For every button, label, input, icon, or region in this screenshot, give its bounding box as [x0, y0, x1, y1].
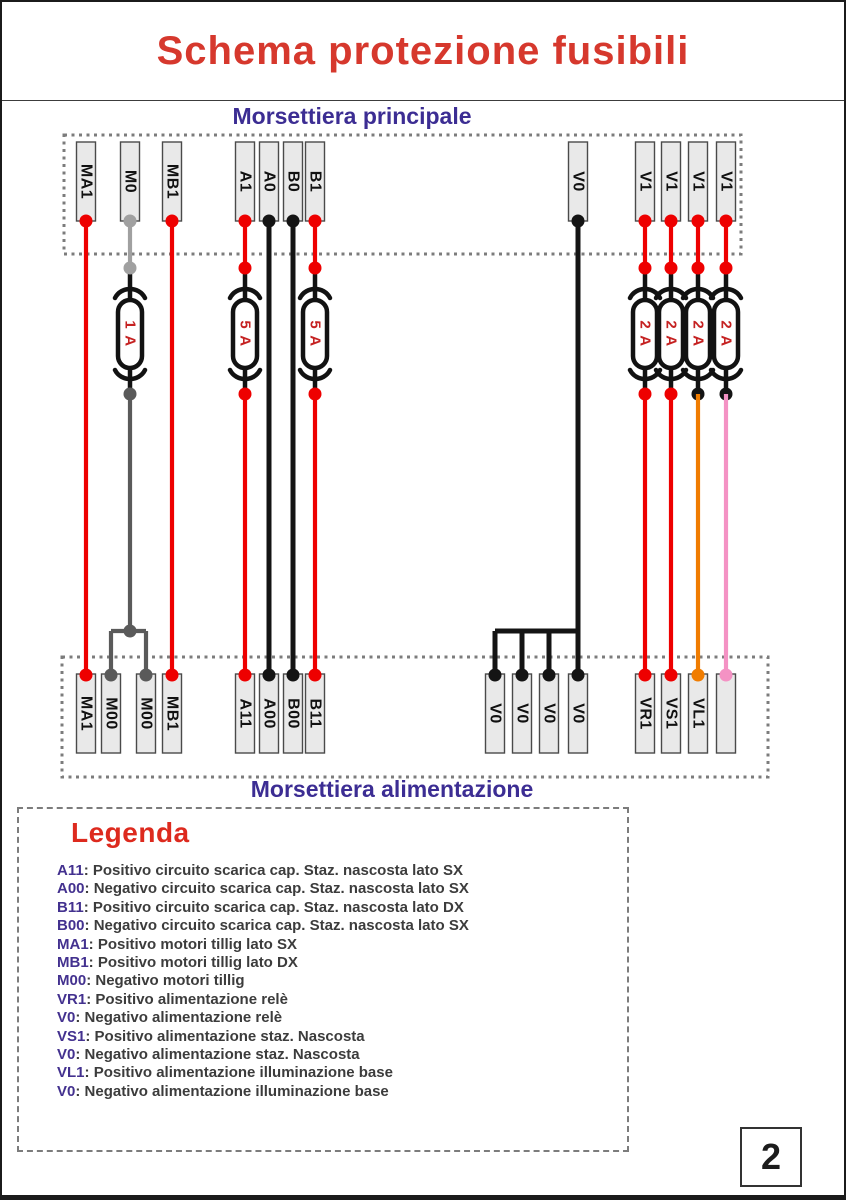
legend-entry-key: V0: [57, 1046, 76, 1064]
terminal-label: M00: [102, 697, 120, 730]
bottom-terminal-V0: [569, 674, 588, 753]
terminal-label: V0: [486, 703, 504, 724]
terminal-label: M0: [121, 169, 139, 194]
legend-entry-desc: Positivo motori tillig lato DX: [97, 954, 298, 972]
terminal-label: VR1: [636, 697, 654, 730]
terminal-label: MA1: [77, 695, 95, 732]
wire-B0-B00: [287, 215, 300, 682]
terminal-label: MB1: [163, 163, 181, 200]
legend-entry: MA1: Positivo motori tillig lato SX: [57, 935, 298, 953]
wire-M0-M00: [105, 215, 153, 682]
terminal-label: V1: [636, 171, 654, 192]
bottom-terminal-blank: [717, 674, 736, 753]
fuse-rating-label: 1 A: [121, 320, 139, 348]
legend-entry-key: VL1: [57, 1064, 85, 1082]
legend-entry-desc: Positivo circuito scarica cap. Staz. nascosta lato SX: [92, 862, 464, 879]
legend-entry-key: B11: [57, 898, 84, 916]
bottom-terminal-A11: [236, 674, 255, 753]
page-number: 2: [740, 1127, 802, 1187]
terminal-label: V0: [540, 703, 558, 724]
legend-entry-desc: Positivo alimentazione illuminazione base: [93, 1064, 393, 1082]
top-terminal-B0: [284, 142, 303, 221]
legend-entry-key: A00: [57, 880, 85, 898]
legend-entry-key: VS1: [57, 1027, 86, 1045]
terminal-label: V1: [717, 171, 735, 192]
top-terminal-V1: [662, 142, 681, 221]
top-terminal-MA1: [77, 142, 96, 221]
top-terminal-M0: [121, 142, 140, 221]
wire-A1-A11: [230, 215, 260, 682]
legend-entry-key: A11: [57, 862, 84, 879]
terminal-label: B0: [284, 170, 302, 193]
bottom-terminal-A00: [260, 674, 279, 753]
bottom-terminal-VR1: [636, 674, 655, 753]
legend-entry: B00: Negativo circuito scarica cap. Staz. nascosta lato SX: [57, 917, 469, 935]
top-terminal-A1: [236, 142, 255, 221]
legend-entry: V0: Negativo alimentazione staz. Nascosta: [57, 1046, 360, 1064]
top-terminal-V1: [717, 142, 736, 221]
terminal-label: V0: [569, 703, 587, 724]
terminal-label: V0: [513, 703, 531, 724]
legend-entry: MB1: Positivo motori tillig lato DX: [57, 954, 298, 972]
top-terminal-MB1: [163, 142, 182, 221]
wire-B1-B11: [300, 215, 330, 682]
bottom-terminal-V0: [486, 674, 505, 753]
legend-entry: VR1: Positivo alimentazione relè: [57, 990, 288, 1008]
wire-A0-A00: [263, 215, 276, 682]
legend-entry-key: V0: [57, 1009, 76, 1027]
top-box-label: Morsettiera principale: [232, 103, 472, 129]
bottom-box-label: Morsettiera alimentazione: [250, 776, 534, 802]
fuse-rating-label: 5 A: [306, 320, 324, 348]
legend-entry-desc: Negativo alimentazione staz. Nascosta: [84, 1046, 360, 1064]
terminal-label: V0: [569, 171, 587, 192]
wire-V1-VR1: [630, 215, 660, 682]
terminal-label: A1: [236, 170, 254, 193]
bottom-terminal-V0: [513, 674, 532, 753]
wire-V1-base: [711, 215, 741, 682]
terminal-label: V1: [662, 171, 680, 192]
legend-entry-desc: Negativo motori tillig: [95, 972, 245, 990]
legend-entry-desc: Negativo alimentazione illuminazione base: [84, 1082, 389, 1100]
title-band: [2, 2, 844, 101]
fuse-rating-label: 2 A: [662, 320, 680, 348]
bottom-terminal-M00: [137, 674, 156, 753]
bottom-terminal-MA1: [77, 674, 96, 753]
legend-entries: [57, 862, 469, 1101]
wire-MB1: [166, 215, 179, 682]
bottom-terminal-M00: [102, 674, 121, 753]
bottom-terminal-B00: [284, 674, 303, 753]
legend-entry-key: MA1: [57, 935, 89, 953]
legend-box: [17, 807, 629, 1152]
terminal-label: MA1: [77, 163, 95, 200]
legend-entry-desc: Positivo alimentazione staz. Nascosta: [94, 1027, 365, 1045]
legend-entry-key: MB1: [57, 954, 89, 972]
top-terminal-A0: [260, 142, 279, 221]
legend-entry-key: VR1: [57, 990, 87, 1008]
legend-entry-desc: Negativo alimentazione relè: [84, 1009, 283, 1027]
terminal-label: A11: [236, 698, 254, 729]
legend-entry: A11: Positivo circuito scarica cap. Staz. nascosta lato SX: [57, 862, 464, 879]
legend-entry: M00: Negativo motori tillig: [57, 972, 245, 990]
terminal-label: B1: [306, 170, 324, 193]
bottom-terminal-V0: [540, 674, 559, 753]
wire-V1-VS1: [656, 215, 686, 682]
fuse-rating-label: 5 A: [236, 320, 254, 348]
legend-entry-desc: Positivo circuito scarica cap. Staz. nascosta lato DX: [92, 898, 464, 916]
fuse-rating-label: 2 A: [636, 320, 654, 348]
fuse-rating-label: 2 A: [689, 320, 707, 348]
legend-entry-key: M00: [57, 972, 87, 990]
bottom-terminal-VL1: [689, 674, 708, 753]
bottom-terminal-B11: [306, 674, 325, 753]
legend-entry: A00: Negativo circuito scarica cap. Staz. nascosta lato SX: [57, 880, 469, 898]
terminal-label: M00: [137, 697, 155, 730]
terminal-label: VL1: [689, 698, 707, 729]
fuse-rating-label: 2 A: [717, 320, 735, 348]
wire-V0: [489, 215, 585, 682]
legend-entry-key: V0: [57, 1082, 76, 1100]
wire-V1-VL1: [683, 215, 713, 682]
legend-entry-desc: Positivo motori tillig lato SX: [97, 935, 298, 953]
terminal-label: B00: [284, 698, 302, 729]
terminal-label: A0: [260, 170, 278, 193]
legend-entry-desc: Negativo circuito scarica cap. Staz. nascosta lato SX: [93, 880, 469, 898]
legend-entry-desc: Negativo circuito scarica cap. Staz. nascosta lato SX: [93, 917, 469, 935]
legend-entry: VL1: Positivo alimentazione illuminazione base: [57, 1064, 393, 1082]
terminal-label: MB1: [163, 695, 181, 732]
top-terminal-V1: [636, 142, 655, 221]
terminal-label: V1: [689, 171, 707, 192]
page-title: Schema protezione fusibili: [156, 28, 690, 73]
top-terminal-V0: [569, 142, 588, 221]
legend-entry: B11: Positivo circuito scarica cap. Staz. nascosta lato DX: [57, 898, 464, 916]
bottom-terminal-VS1: [662, 674, 681, 753]
wire-MA1: [80, 215, 93, 682]
legend-entry: V0: Negativo alimentazione relè: [57, 1009, 283, 1027]
bottom-terminal-MB1: [163, 674, 182, 753]
top-terminal-B1: [306, 142, 325, 221]
legend-entry-desc: Positivo alimentazione relè: [95, 990, 288, 1008]
legend-entry-key: B00: [57, 917, 85, 935]
legend-entry: VS1: Positivo alimentazione staz. Nascosta: [57, 1027, 365, 1045]
terminal-label: VS1: [662, 697, 680, 730]
terminal-label: A00: [260, 698, 278, 729]
terminal-label: B11: [306, 698, 324, 729]
top-terminal-V1: [689, 142, 708, 221]
legend-title: Legenda: [71, 817, 190, 848]
legend-entry: V0: Negativo alimentazione illuminazione base: [57, 1082, 389, 1100]
